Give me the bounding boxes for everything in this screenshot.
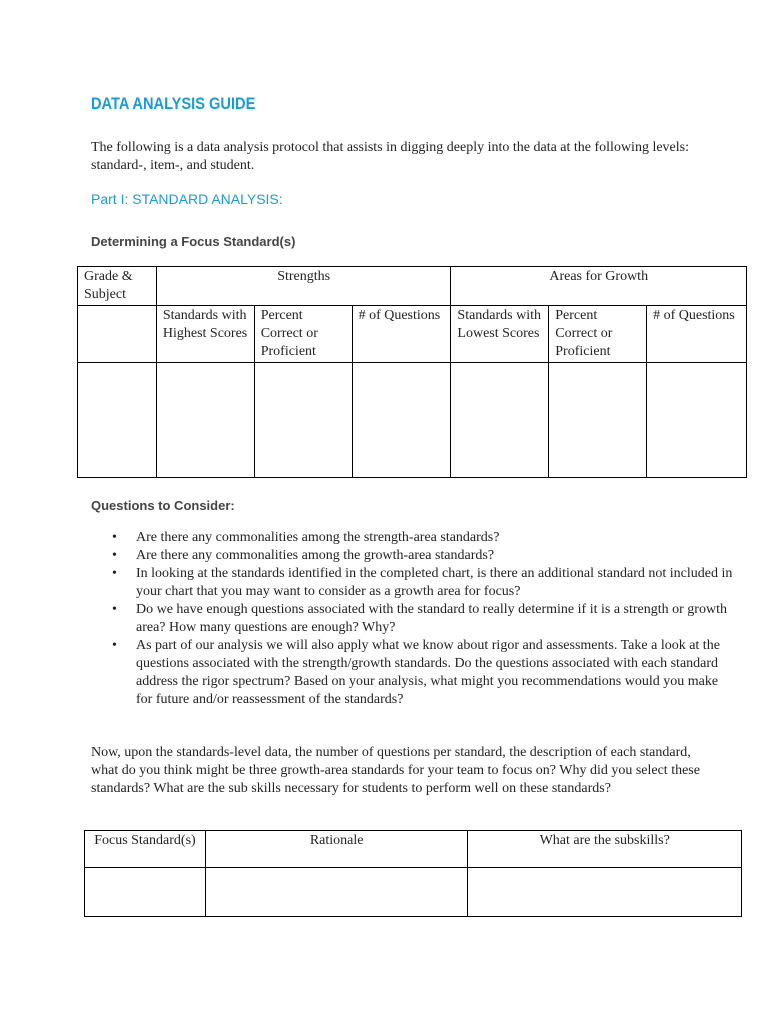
focus-standard-heading: Determining a Focus Standard(s): [91, 234, 296, 249]
input-cell[interactable]: [85, 868, 206, 917]
list-item: • Are there any commonalities among the strength-area standards?: [136, 529, 736, 547]
sub-header-cell: # of Questions: [352, 306, 451, 363]
list-item: • In looking at the standards identified in the completed chart, is there an additional standard not included in your chart that you may want to consider as a growth area for focus?: [136, 565, 736, 601]
input-cell[interactable]: [78, 363, 157, 478]
sub-header-cell: Standards with Lowest Scores: [451, 306, 549, 363]
growth-header: Areas for Growth: [451, 267, 747, 306]
input-cell[interactable]: [549, 363, 647, 478]
strengths-header: Strengths: [156, 267, 451, 306]
list-item: • Do we have enough questions associated with the standard to really determine if it is a strength or growth area? How many questions are enough? Why?: [136, 601, 736, 637]
closing-paragraph: Now, upon the standards-level data, the number of questions per standard, the description of each standard, what do you think might be three growth-area standards for your team to focus on? Why did you select these standards? What are the sub skills necessary for students to perform well on these standards?: [91, 745, 700, 796]
input-cell[interactable]: [352, 363, 451, 478]
list-item: • Are there any commonalities among the growth-area standards?: [136, 547, 736, 565]
questions-heading: Questions to Consider:: [91, 498, 235, 513]
sub-header-cell: # of Questions: [647, 306, 747, 363]
rationale-header: Rationale: [205, 831, 468, 868]
intro-paragraph: The following is a data analysis protocol that assists in digging deeply into the data at the following levels: standard-, item-, and student.: [91, 140, 689, 173]
input-cell[interactable]: [468, 868, 742, 917]
input-cell[interactable]: [205, 868, 468, 917]
sub-header-cell: Percent Correct or Proficient: [549, 306, 647, 363]
standards-table: [77, 266, 747, 478]
sub-header-cell: Percent Correct or Proficient: [254, 306, 352, 363]
grade-subject-header: Grade & Subject: [78, 267, 157, 306]
questions-list: [112, 529, 736, 709]
part-heading: Part I: STANDARD ANALYSIS:: [91, 191, 283, 207]
list-item: • As part of our analysis we will also apply what we know about rigor and assessments. Take a look at the questions associated with the strength/growth standards. Do the questions associated with each standard address the rigor spectrum? Based on your analysis, what might you recommendations would you make for future and/or reassessment of the standards?: [136, 637, 736, 709]
input-cell[interactable]: [451, 363, 549, 478]
input-cell[interactable]: [647, 363, 747, 478]
sub-header-cell: Standards with Highest Scores: [156, 306, 254, 363]
subskills-header: What are the subskills?: [468, 831, 742, 868]
focus-standard-header: Focus Standard(s): [85, 831, 206, 868]
blank-cell: [78, 306, 157, 363]
input-cell[interactable]: [156, 363, 254, 478]
input-cell[interactable]: [254, 363, 352, 478]
page-title: DATA ANALYSIS GUIDE: [91, 94, 256, 113]
focus-table: [84, 830, 742, 917]
